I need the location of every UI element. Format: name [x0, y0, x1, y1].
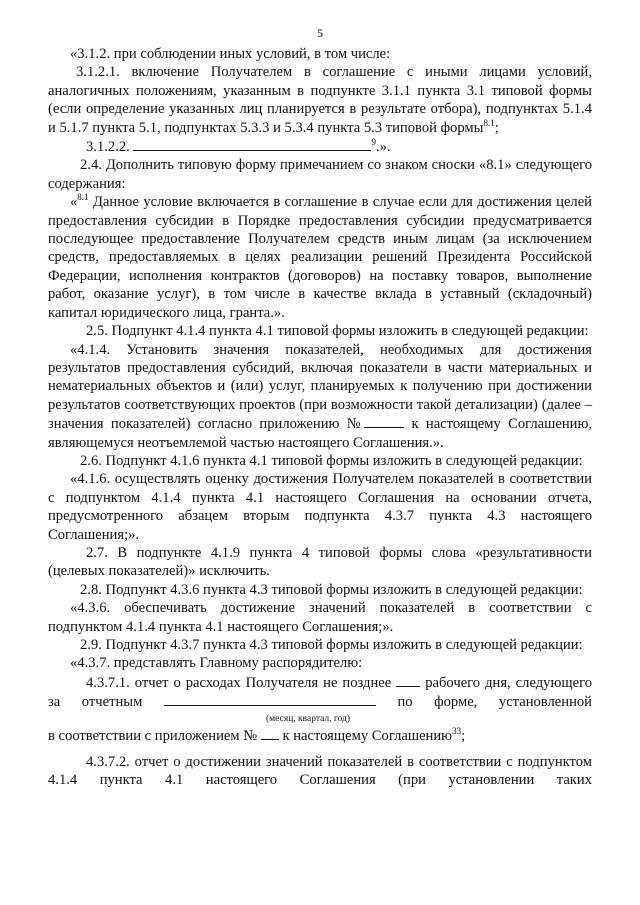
paragraph-text: по форме, установленной [375, 694, 592, 711]
paragraph-4-3-7-1 [48, 673, 592, 712]
paragraph-text: 2.6. Подпункт 4.1.6 пункта 4.1 типовой формы изложить в следующей редакции: [80, 452, 583, 469]
paragraph-text: рабочего дня, следующего за отчетным [48, 674, 592, 711]
footnote-mark: 8.1 [77, 192, 89, 203]
paragraph-2-7 [48, 544, 592, 581]
paragraph-3-1-2-1 [48, 63, 592, 137]
fill-in-blank [261, 726, 279, 740]
paragraph-4-3-7 [48, 654, 592, 672]
paragraph-text: 2.7. В подпункте 4.1.9 пункта 4 типовой формы слова «результативности (целевых показателей)» исключить. [48, 544, 592, 580]
paragraph-text: к настоящему Соглашению [278, 727, 453, 744]
paragraph-text: « [70, 194, 78, 211]
paragraph-text: «4.3.6. обеспечивать достижение значений показателей в соответствии с подпунктом 4.1.4 пункта 4.1 настоящего Соглашения;». [48, 600, 592, 635]
paragraph-2-5 [48, 322, 592, 340]
paragraph-text: «3.1.2. при соблюдении иных условий, в том числе: [70, 46, 391, 62]
fill-in-blank [164, 692, 376, 706]
paragraph-text: 2.5. Подпункт 4.1.4 пункта 4.1 типовой формы изложить в следующей редакции: [86, 323, 589, 340]
footnote-mark: 33 [452, 725, 462, 736]
page-number: 5 [317, 26, 323, 40]
paragraph-2-4 [48, 156, 592, 193]
footnote-mark: 9 [371, 137, 376, 148]
paragraph-tail: ; [494, 119, 499, 136]
paragraph-text: 4.3.7.1. отчет о расходах Получателя не позднее [86, 674, 397, 691]
paragraph-text: «4.1.6. осуществлять оценку достижения Получателем показателей в соответствии с подпунктом 4.1.4 пункта 4.1 настоящего Соглашения на основании отчета, предусмотренного абзацем вторым подпункта 4.3.7 пункта 4.3 настоящего Соглашения;». [48, 471, 592, 543]
paragraph-4-3-7-1-cont [48, 726, 592, 745]
paragraph-text: 3.1.2.2. [86, 139, 134, 156]
document-body [48, 45, 592, 790]
paragraph-3-1-2-2 [48, 137, 592, 156]
blank-caption: (месяц, квартал, год) [266, 713, 351, 724]
fill-in-blank [396, 673, 420, 687]
fill-in-blank [364, 414, 404, 428]
paragraph-text: в соответствии с приложением № [48, 727, 261, 744]
paragraph-text: «4.1.4. Установить значения показателей, необходимых для достижения результатов предоставления субсидий, включая показатели в части материальных и нематериальных объектов и (или) услуг, планируемых к получению при достижении результатов соответствующих проектов (при возможности такой детализации) (далее – значения показателей) согласно приложению № [48, 341, 592, 433]
paragraph-text: 2.9. Подпункт 4.3.7 пункта 4.3 типовой формы изложить в следующей редакции: [80, 637, 583, 653]
paragraph-text: «4.3.7. представлять Главному распорядителю: [70, 655, 363, 672]
paragraph-text: к настоящему Соглашению, являющемуся неотъемлемой частью настоящего Соглашения.». [48, 416, 593, 451]
paragraph-tail: .». [375, 139, 391, 156]
fill-in-blank [133, 137, 371, 151]
paragraph-text: Данное условие включается в соглашение в случае если для достижения целей предоставления субсидии в Порядке предоставления субсидии предусматривается последующее предоставление Получателем средств иным лицам (за исключением средств, предоставляемых в целях реализации решений Президента Российской Федерации, исполнения контрактов (договоров) на поставку товаров, выполнение работ, оказание услуг), в том числе в качестве вклада в уставный (складочный) капитал юридического лица, гранта.». [48, 194, 592, 321]
paragraph-4-3-7-2 [48, 753, 592, 790]
paragraph-4-1-4 [48, 341, 592, 452]
paragraph-tail: ; [461, 727, 466, 744]
paragraph-text: 2.4. Дополнить типовую форму примечанием со знаком сноски «8.1» следующего содержания: [48, 157, 592, 192]
paragraph-4-3-6 [48, 599, 592, 636]
paragraph-text: 4.3.7.2. отчет о достижении значений показателей в соответствии с подпунктом 4.1.4 пункта 4.1 настоящего Соглашения (при установлении таких [48, 754, 592, 789]
paragraph-text: 3.1.2.1. включение Получателем в соглашение с иными лицами условий, аналогичных положениям, указанным в подпункте 3.1.1 пункта 3.1 типовой формы (если определение указанных лиц планируется в результате отбора), подпунктах 5.1.4 и 5.1.7 пункта 5.1, подпунктах 5.3.3 и 5.3.4 пункта 5.3 типовой формы [48, 64, 592, 136]
footnote-mark: 8.1 [483, 117, 495, 128]
paragraph-2-6 [48, 452, 592, 470]
paragraph-note-8-1 [48, 193, 592, 322]
paragraph-text: 2.8. Подпункт 4.3.6 пункта 4.3 типовой формы изложить в следующей редакции: [80, 581, 583, 598]
paragraph-4-1-6 [48, 470, 592, 544]
paragraph-2-9 [48, 636, 592, 654]
paragraph-2-8 [48, 581, 592, 599]
paragraph-3-1-2 [48, 45, 592, 63]
